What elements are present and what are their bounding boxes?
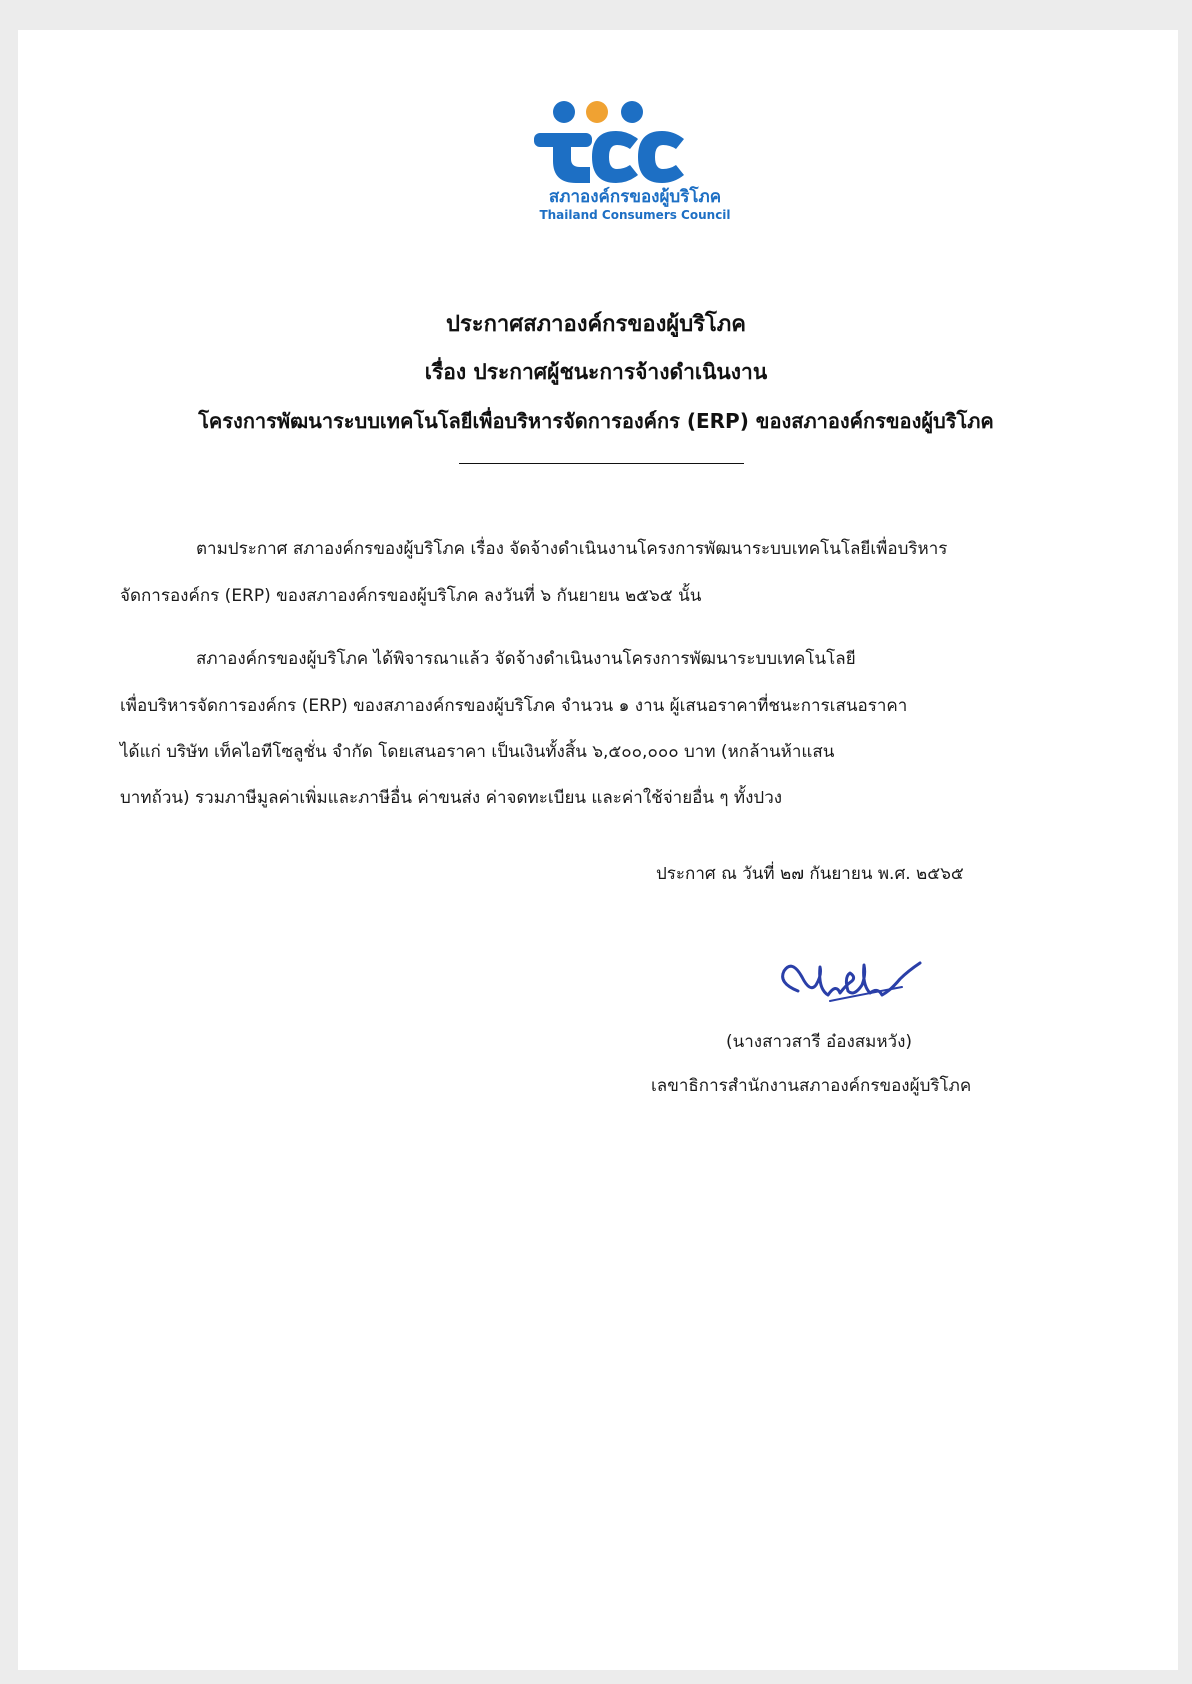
document-page xyxy=(18,30,1178,1670)
tcc-logo-mark xyxy=(520,95,750,185)
logo-dot-right xyxy=(621,101,643,123)
logo-dot-middle xyxy=(586,101,608,123)
signatory-name: (นางสาวสารี อ๋องสมหวัง) xyxy=(726,1032,913,1052)
paragraph2-line1: สภาองค์กรของผู้บริโภค ได้พิจารณาแล้ว จัดจ้างดำเนินงานโครงการพัฒนาระบบเทคโนโลยี xyxy=(196,649,856,669)
signature xyxy=(770,955,950,1025)
document-subject: เรื่อง ประกาศผู้ชนะการจ้างดำเนินงาน xyxy=(424,360,768,384)
logo-english-name: Thailand Consumers Council xyxy=(539,208,731,222)
paragraph2-line4: บาทถ้วน) รวมภาษีมูลค่าเพิ่มและภาษีอื่น ค่าขนส่ง ค่าจดทะเบียน และค่าใช้จ่ายอื่น ๆ ทั้งปวง xyxy=(120,788,783,808)
document-title: ประกาศสภาองค์กรของผู้บริโภค xyxy=(445,312,747,337)
paragraph2-line3: ได้แก่ บริษัท เท็คไอทีโซลูชั่น จำกัด โดยเสนอราคา เป็นเงินทั้งสิ้น ๖,๕๐๐,๐๐๐ บาท (หกล้านห้าแสน xyxy=(120,742,835,762)
logo-thai-name: สภาองค์กรของผู้บริโภค xyxy=(548,187,722,207)
tcc-logo xyxy=(520,95,750,255)
paragraph2-line2: เพื่อบริหารจัดการองค์กร (ERP) ของสภาองค์กรของผู้บริโภค จำนวน ๑ งาน ผู้เสนอราคาที่ชนะการเสนอราคา xyxy=(120,696,908,716)
announcement-date: ประกาศ ณ วันที่ ๒๗ กันยายน พ.ศ. ๒๕๖๕ xyxy=(656,864,964,884)
paragraph1-line2: จัดการองค์กร (ERP) ของสภาองค์กรของผู้บริโภค ลงวันที่ ๖ กันยายน ๒๕๖๕ นั้น xyxy=(120,586,702,606)
title-divider xyxy=(459,463,744,464)
logo-dot-left xyxy=(553,101,575,123)
project-title: โครงการพัฒนาระบบเทคโนโลยีเพื่อบริหารจัดการองค์กร (ERP) ของสภาองค์กรของผู้บริโภค xyxy=(198,409,994,433)
paragraph1-line1: ตามประกาศ สภาองค์กรของผู้บริโภค เรื่อง จัดจ้างดำเนินงานโครงการพัฒนาระบบเทคโนโลยีเพื่อบริหาร xyxy=(196,539,948,559)
signatory-position: เลขาธิการสำนักงานสภาองค์กรของผู้บริโภค xyxy=(651,1076,972,1096)
